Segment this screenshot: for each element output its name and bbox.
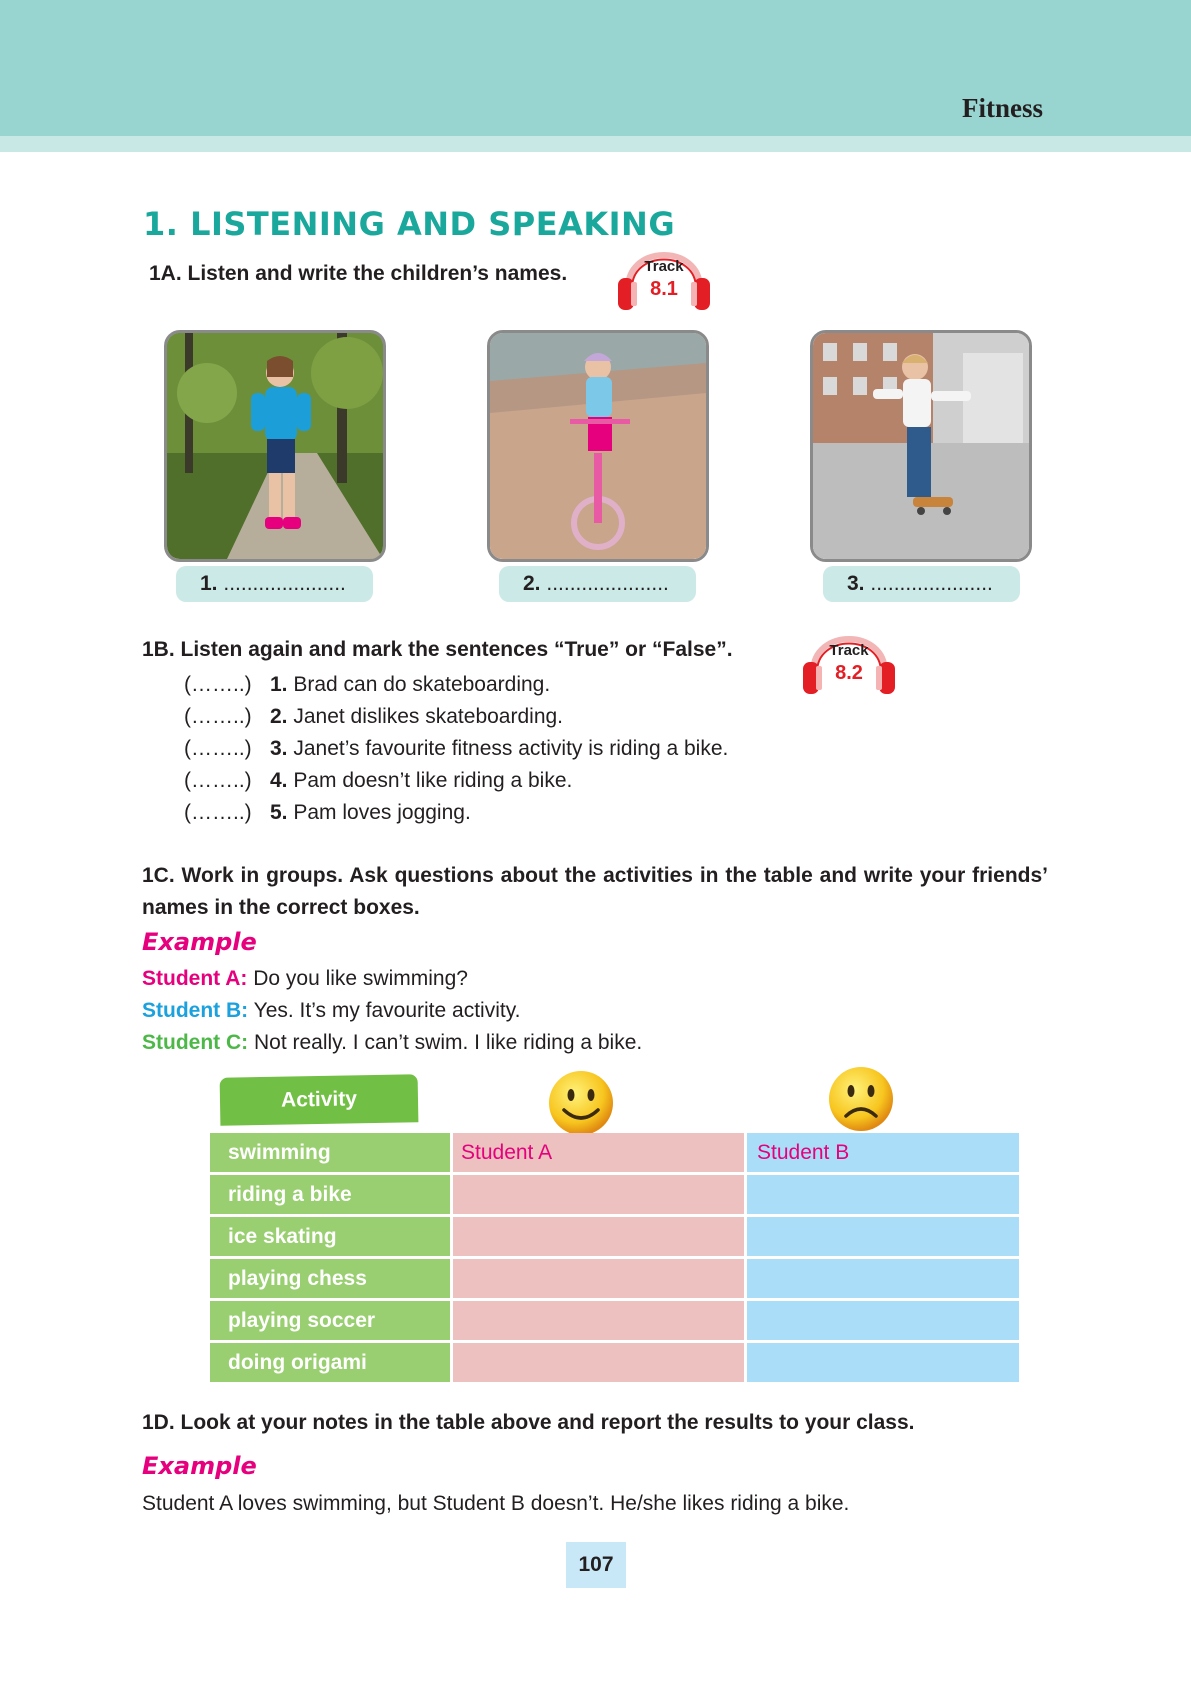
like-cell[interactable] (453, 1259, 744, 1298)
task-1a-instruction: 1A. Listen and write the children’s names. (149, 262, 568, 285)
activity-header: Activity (220, 1074, 419, 1125)
like-cell[interactable] (453, 1175, 744, 1214)
section-title: 1. LISTENING AND SPEAKING (143, 205, 676, 243)
activity-cell: playing chess (210, 1259, 450, 1298)
like-cell[interactable] (453, 1343, 744, 1382)
track-number: 8.1 (650, 278, 678, 300)
dialogue-line-c: Student C: Not really. I can’t swim. I like riding a bike. (142, 1031, 643, 1054)
task-1b-instruction: 1B. Listen again and mark the sentences “True” or “False”. (142, 638, 733, 661)
true-false-item: (……..) 4. Pam doesn’t like riding a bike. (184, 769, 573, 792)
table-row (210, 1301, 1019, 1340)
name-blank-2[interactable]: 2. ..................... (499, 566, 696, 602)
activity-cell: ice skating (210, 1217, 450, 1256)
activity-cell: playing soccer (210, 1301, 450, 1340)
true-false-item: (……..) 3. Janet’s favourite fitness activity is riding a bike. (184, 737, 729, 760)
unit-title: Fitness (962, 93, 1043, 123)
dislike-cell[interactable]: Student B (747, 1133, 1019, 1172)
headphones-icon (799, 620, 899, 700)
activity-table (207, 1130, 1022, 1385)
dialogue-line-b: Student B: Yes. It’s my favourite activity. (142, 999, 521, 1022)
answer-blank[interactable]: (……..) (184, 801, 252, 824)
photo-girl-riding-bike (487, 330, 709, 562)
task-1d-instruction: 1D. Look at your notes in the table above and report the results to your class. (142, 1411, 915, 1434)
dialogue-line-a: Student A: Do you like swimming? (142, 967, 468, 990)
smiley-face-icon (546, 1068, 616, 1138)
answer-blank[interactable]: (……..) (184, 737, 252, 760)
header-strip (0, 136, 1191, 152)
dislike-cell[interactable] (747, 1217, 1019, 1256)
true-false-item: (……..) 2. Janet dislikes skateboarding. (184, 705, 564, 728)
task-1c-instruction: 1C. Work in groups. Ask questions about the activities in the table and write your friends’ names in the correct boxes. (142, 864, 1048, 919)
headphones-icon (614, 236, 714, 316)
photo-boy-skateboarding (810, 330, 1032, 562)
example-label: Example (142, 1452, 257, 1480)
name-blank-1[interactable]: 1. ..................... (176, 566, 373, 602)
table-row (210, 1133, 1019, 1172)
track-label: Track (644, 258, 684, 275)
like-cell[interactable] (453, 1301, 744, 1340)
track-label: Track (829, 642, 869, 659)
table-row (210, 1175, 1019, 1214)
true-false-item: (……..) 1. Brad can do skateboarding. (184, 673, 551, 696)
sad-face-icon (826, 1064, 896, 1134)
dislike-cell[interactable] (747, 1343, 1019, 1382)
example-sentence: Student A loves swimming, but Student B doesn’t. He/she likes riding a bike. (142, 1492, 850, 1515)
activity-cell: riding a bike (210, 1175, 450, 1214)
photo-girl-jogging (164, 330, 386, 562)
table-row (210, 1259, 1019, 1298)
activity-cell: doing origami (210, 1343, 450, 1382)
like-cell[interactable] (453, 1217, 744, 1256)
like-cell[interactable]: Student A (453, 1133, 744, 1172)
answer-blank[interactable]: (……..) (184, 673, 252, 696)
dislike-cell[interactable] (747, 1259, 1019, 1298)
track-number: 8.2 (835, 662, 863, 684)
name-blank-3[interactable]: 3. ..................... (823, 566, 1020, 602)
answer-blank[interactable]: (……..) (184, 705, 252, 728)
example-label: Example (142, 928, 257, 956)
table-row (210, 1343, 1019, 1382)
activity-cell: swimming (210, 1133, 450, 1172)
dislike-cell[interactable] (747, 1301, 1019, 1340)
track-8-1-badge[interactable] (614, 236, 714, 316)
track-8-2-badge[interactable] (799, 620, 899, 700)
dislike-cell[interactable] (747, 1175, 1019, 1214)
table-row (210, 1217, 1019, 1256)
page-number: 107 (566, 1542, 626, 1588)
true-false-item: (……..) 5. Pam loves jogging. (184, 801, 471, 824)
answer-blank[interactable]: (……..) (184, 769, 252, 792)
